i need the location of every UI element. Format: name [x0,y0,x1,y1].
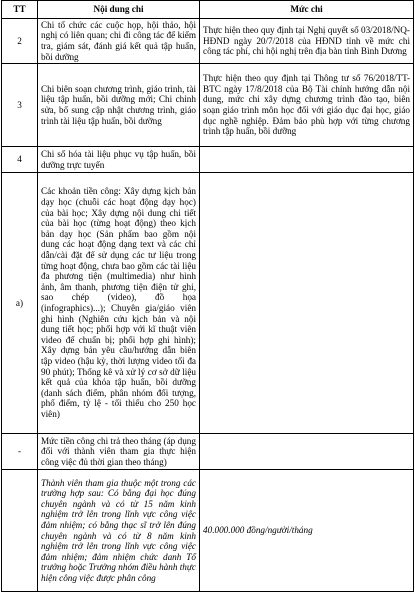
table-row [2,470,414,592]
row-rate: Thực hiện theo quy định tại Nghị quyết số 03/2018/NQ-HĐND ngày 20/7/2018 của HĐND tỉnh về mức chi công tác phí, chi hội nghị trên địa bàn tỉnh Bình Dương [200,19,414,64]
row-content: Chi số hóa tài liệu phục vụ tập huấn, bồi dưỡng trực tuyến [38,147,200,173]
row-rate [200,434,414,470]
table-row [2,64,414,147]
document-page [1,0,414,592]
row-rate [200,173,414,434]
row-content: Các khoản tiền công: Xây dựng kịch bản dạy học (chuỗi các hoạt động dạy học) của bài học; Xây dựng nội dung chi tiết của bài học (từng hoạt động) theo kịch bản dạy học (Sản phẩm bao gồm nội dung các hoạt động dạng text và các chỉ dẫn/cài đặt để sử dụng các tư liệu trong từng hoạt động, chưa bao gồm các tài liệu đa phương tiện (multimedia) như hình ảnh, âm thanh, phương tiện điện tử ghi, sao chép (video), đồ họa (infographics)...); Chuyên gia/giáo viên ghi hình (Nghiên cứu kịch bản và nội dung tiết học; phối hợp với kĩ thuật viên video để chuẩn bị; phối hợp ghi hình); Xây dựng bản yêu cầu/hướng dẫn biên tập video (hậu kỳ, thời lượng video tối đa 90 phút); Thống kê và xử lý cơ sở dữ liệu kết quả của khóa tập huấn, bồi dưỡng (danh sách điểm, phân nhóm đối tượng, phổ điểm, tỷ lệ - tối thiểu cho 250 học viên) [38,173,200,434]
header-rate: Mức chi [200,1,414,19]
row-tt: 2 [2,19,38,64]
row-rate: 40.000.000 đồng/người/tháng [200,470,414,592]
table-row [2,147,414,173]
table-row [2,19,414,64]
row-tt: - [2,434,38,470]
row-content: Chi tổ chức các cuộc họp, hội thảo, hội nghị có liên quan; chi đi công tác để kiểm tra, giám sát, đánh giá kết quả tập huấn, bồi dưỡng [38,19,200,64]
row-content: Chi biên soạn chương trình, giáo trình, tài liệu tập huấn, bồi dưỡng mới; Chi chỉnh sửa, bổ sung cập nhật chương trình, giáo trình tài liệu tập huấn, bồi dưỡng [38,64,200,147]
table-row [2,173,414,434]
header-content: Nội dung chi [38,1,200,19]
row-tt [2,470,38,592]
row-content: Thành viên tham gia thuộc một trong các trường hợp sau: Có bằng đại học đúng chuyên ngành và có từ 15 năm kinh nghiệm trở lên trong lĩnh vực công việc đảm nhiệm; có bằng thạc sĩ trở lên đúng chuyên ngành và có từ 8 năm kinh nghiệm trở lên trong lĩnh vực công việc đảm nhiệm; đảm nhiệm chức danh Tổ trưởng hoặc Trưởng nhóm điều hành thực hiện công việc được phân công [38,470,200,592]
row-tt: 4 [2,147,38,173]
expense-table [1,0,414,592]
table-header-row [2,1,414,19]
table-row [2,434,414,470]
row-tt: a) [2,173,38,434]
row-tt: 3 [2,64,38,147]
row-rate [200,147,414,173]
header-tt: TT [2,1,38,19]
row-content: Mức tiền công chi trả theo tháng (áp dụng đối với thành viên tham gia thực hiện công việc đủ thời gian theo tháng) [38,434,200,470]
row-rate: Thực hiện theo quy định tại Thông tư số 76/2018/TT-BTC ngày 17/8/2018 của Bộ Tài chính hướng dẫn nội dung, mức chi xây dựng chương trình đào tạo, biên soạn giáo trình môn học đối với giáo dục đại học, giáo dục nghề nghiệp. Đảm bảo phù hợp với từng chương trình tập huấn, bồi dưỡng [200,64,414,147]
